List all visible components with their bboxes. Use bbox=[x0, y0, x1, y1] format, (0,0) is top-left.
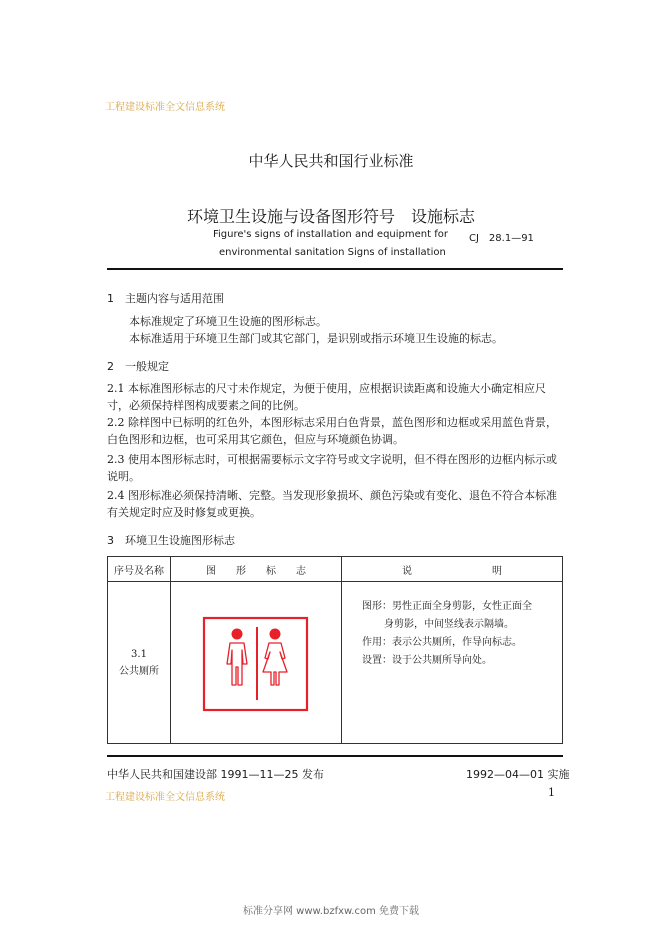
desc-line: 身剪影，中间竖线表示隔墙。 bbox=[384, 619, 514, 630]
section-1-paragraph-2: 本标准适用于环境卫生部门或其它部门，是识别或指示环境卫生设施的标志。 bbox=[129, 332, 503, 345]
clause-number: 2.1 bbox=[107, 382, 125, 395]
section-1-paragraph-1: 本标准规定了环境卫生设施的图形标志。 bbox=[129, 315, 327, 328]
header-number-name: 序号及名称 bbox=[108, 557, 171, 582]
row-number-name bbox=[108, 582, 171, 744]
desc-line: 设置：设于公共厕所导向处。 bbox=[362, 655, 492, 666]
clause-number: 2.3 bbox=[107, 453, 125, 466]
footer-rule bbox=[107, 755, 563, 757]
desc-line: 图形：男性正面全身剪影，女性正面全 bbox=[362, 601, 532, 612]
section-1-heading: 1 主题内容与适用范围 bbox=[107, 292, 224, 305]
english-title-line1: Figure's signs of installation and equipment for bbox=[213, 229, 448, 240]
standard-code: CJ 28.1—91 bbox=[469, 233, 534, 244]
clause-text: 本标准图形标志的尺寸未作规定，为便于使用，应根据识读距离和设施大小确定相应尺寸，必须保持样图构成要素之间的比例。 bbox=[107, 382, 546, 412]
row-number: 3.1 bbox=[131, 648, 147, 660]
table-header-row bbox=[108, 557, 563, 582]
issuer-line: 中华人民共和国建设部 1991—11—25 发布 bbox=[107, 768, 324, 781]
clause-2-1 bbox=[107, 380, 567, 414]
main-title: 环境卫生设施与设备图形符号 设施标志 bbox=[186, 207, 475, 226]
header-description: 说 明 bbox=[342, 557, 563, 582]
section-3-heading: 3 环境卫生设施图形标志 bbox=[107, 534, 235, 547]
row-graphic-cell bbox=[171, 582, 342, 744]
header-title: 中华人民共和国行业标准 bbox=[248, 152, 414, 170]
title-rule bbox=[107, 268, 563, 270]
table-row bbox=[108, 582, 563, 744]
clause-2-4 bbox=[107, 487, 567, 521]
clause-number: 2.2 bbox=[107, 416, 125, 429]
watermark-bottom: 工程建设标准全文信息系统 bbox=[105, 792, 225, 803]
symbols-table bbox=[107, 556, 563, 744]
clause-2-3 bbox=[107, 451, 567, 485]
toilet-sign-icon bbox=[204, 618, 307, 710]
row-description bbox=[342, 582, 563, 744]
page-number: 1 bbox=[548, 786, 555, 799]
toilet-sign-graphic bbox=[171, 582, 341, 743]
watermark-top: 工程建设标准全文信息系统 bbox=[105, 102, 225, 113]
clause-2-2 bbox=[107, 414, 567, 448]
clause-text: 图形标准必须保持清晰、完整。当发现形象损坏、颜色污染或有变化、退色不符合本标准有关规定时应及时修复或更换。 bbox=[107, 489, 557, 519]
clause-text: 除样图中已标明的红色外，本图形标志采用白色背景，蓝色图形和边框或采用蓝色背景，白色图形和边框，也可采用其它颜色，但应与环境颜色协调。 bbox=[107, 416, 557, 446]
clause-text: 使用本图形标志时，可根据需要标示文字符号或文字说明，但不得在图形的边框内标示或说明。 bbox=[107, 453, 557, 483]
site-footer: 标准分享网 www.bzfxw.com 免费下载 bbox=[243, 906, 419, 917]
english-title-line2: environmental sanitation Signs of installation bbox=[219, 247, 446, 258]
header-graphic: 图 形 标 志 bbox=[171, 557, 342, 582]
effective-line: 1992—04—01 实施 bbox=[466, 768, 570, 781]
desc-line: 作用：表示公共厕所，作导向标志。 bbox=[362, 637, 522, 648]
row-name: 公共厕所 bbox=[119, 665, 159, 677]
section-2-heading: 2 一般规定 bbox=[107, 360, 169, 373]
clause-number: 2.4 bbox=[107, 489, 125, 502]
